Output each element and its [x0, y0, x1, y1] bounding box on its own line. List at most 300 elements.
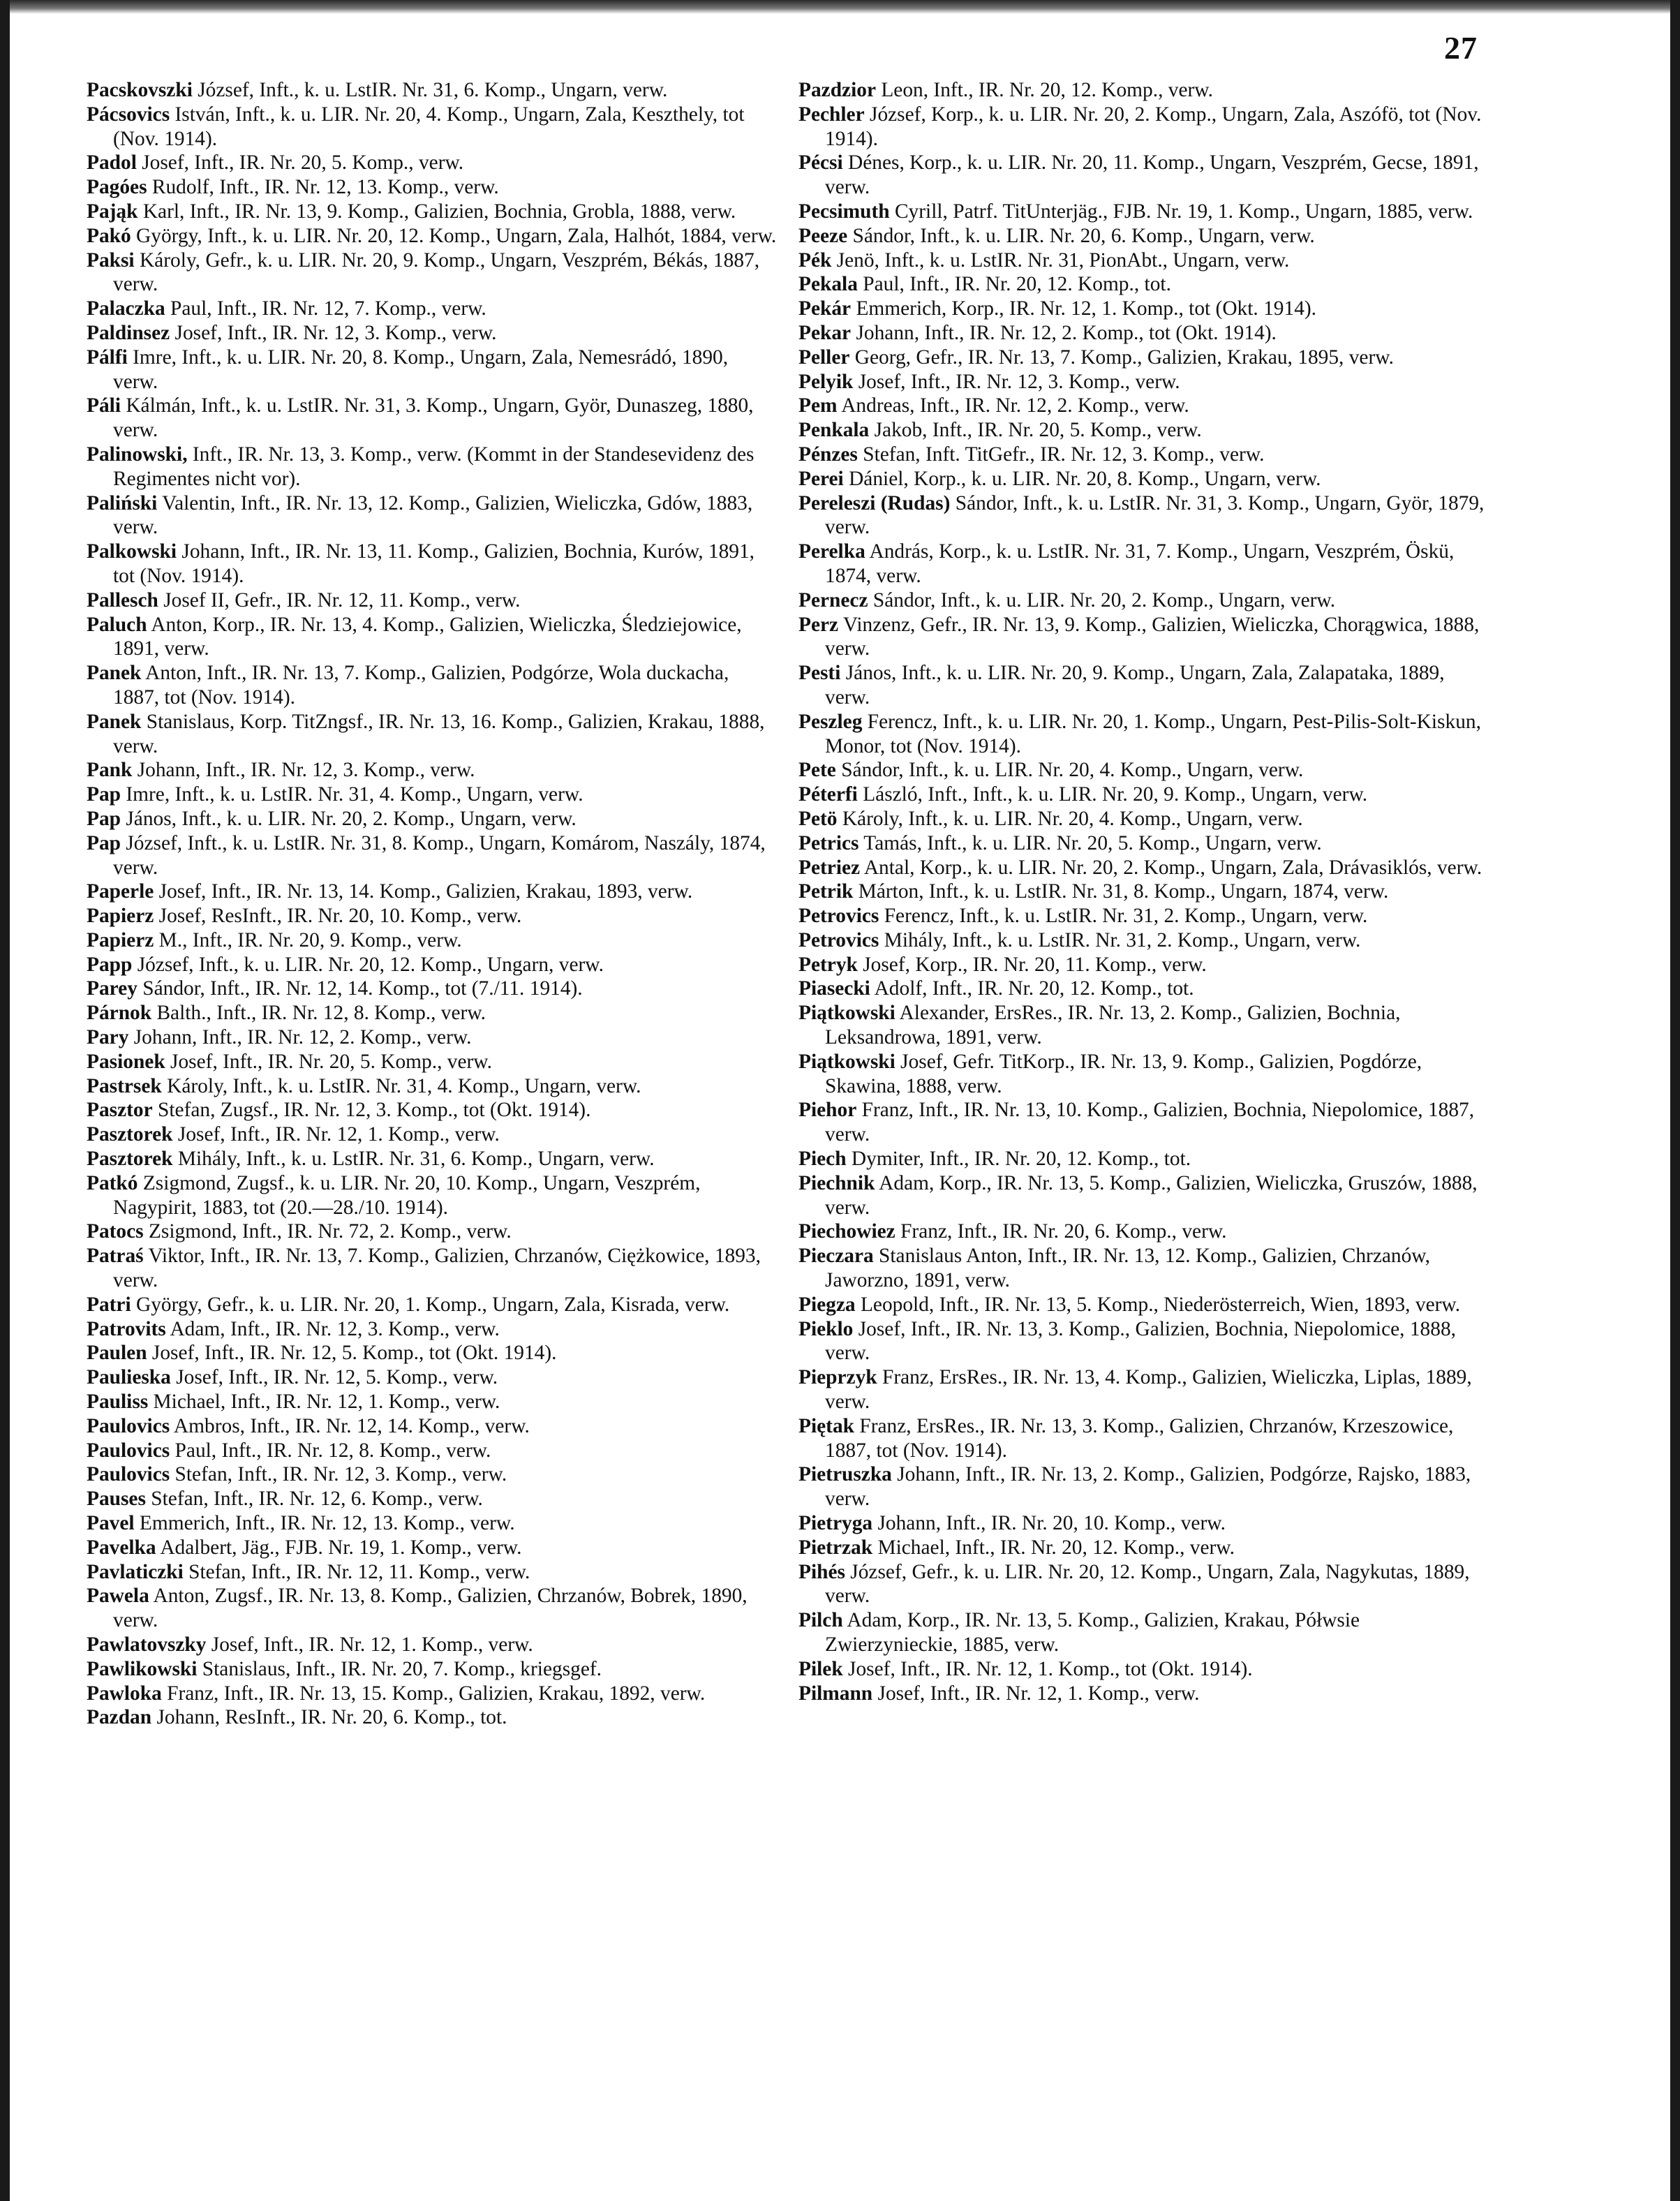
list-item: [87, 78, 778, 103]
list-item: [798, 1608, 1489, 1657]
entry-details: Ferencz, Inft., k. u. LIR. Nr. 20, 1. Komp., Ungarn, Pest-Pilis-Solt-Kiskun, Monor, tot (Nov. 1914).: [825, 710, 1481, 757]
list-item: [798, 151, 1489, 200]
entry-details: Imre, Inft., k. u. LstIR. Nr. 31, 4. Komp., Ungarn, verw.: [121, 783, 583, 806]
entry-surname: Pastrsek: [87, 1074, 162, 1097]
entry-details: Josef II, Gefr., IR. Nr. 12, 11. Komp., verw.: [158, 588, 521, 612]
entry-surname: Petrovics: [798, 928, 879, 951]
entry-details: Anton, Zugsf., IR. Nr. 13, 8. Komp., Galizien, Chrzanów, Bobrek, 1890, verw.: [113, 1585, 748, 1632]
entry-details: Sándor, Inft., IR. Nr. 12, 14. Komp., tot (7./11. 1914).: [137, 977, 583, 1000]
list-item: [798, 224, 1489, 249]
list-item: [798, 831, 1489, 856]
entry-details: Tamás, Inft., k. u. LIR. Nr. 20, 5. Komp., Ungarn, verw.: [858, 831, 1322, 854]
list-item: [87, 1293, 778, 1317]
list-item: [87, 1511, 778, 1536]
entry-details: Johann, Inft., IR. Nr. 20, 10. Komp., verw.: [872, 1512, 1226, 1535]
entry-details: Stefan, Zugsf., IR. Nr. 12, 3. Komp., tot (Okt. 1914).: [152, 1099, 591, 1122]
entry-details: István, Inft., k. u. LIR. Nr. 20, 4. Komp., Ungarn, Zala, Keszthely, tot (Nov. 1914).: [113, 103, 745, 150]
entry-details: Viktor, Inft., IR. Nr. 13, 7. Komp., Galizien, Chrzanów, Ciężkowice, 1893, verw.: [113, 1245, 761, 1292]
list-item: [798, 1365, 1489, 1414]
entry-surname: Pieklo: [798, 1317, 854, 1340]
list-item: [87, 1439, 778, 1463]
entry-surname: Paulovics: [87, 1414, 170, 1437]
entry-surname: Pasztor: [87, 1099, 153, 1122]
entry-surname: Pavelka: [87, 1536, 156, 1559]
entry-details: Sándor, Inft., k. u. LIR. Nr. 20, 4. Komp., Ungarn, verw.: [835, 759, 1304, 782]
entry-surname: Perei: [798, 467, 844, 490]
list-item: [798, 394, 1489, 418]
list-item: [798, 1657, 1489, 1682]
list-item: [87, 758, 778, 783]
entry-details: Stefan, Inft., IR. Nr. 12, 6. Komp., verw.: [145, 1488, 483, 1511]
entry-details: Franz, Inft., IR. Nr. 13, 10. Komp., Galizien, Bochnia, Niepolomice, 1887, verw.: [825, 1099, 1475, 1146]
list-item: [87, 540, 778, 588]
entry-details: Sándor, Inft., k. u. LIR. Nr. 20, 6. Komp., Ungarn, verw.: [847, 224, 1315, 247]
entry-surname: Pazdan: [87, 1706, 152, 1729]
scan-edge-left: [0, 0, 10, 2201]
entry-details: Leon, Inft., IR. Nr. 20, 12. Komp., verw.: [876, 79, 1213, 101]
entry-surname: Pechler: [798, 103, 865, 126]
list-item: [798, 1244, 1489, 1293]
list-item: [87, 1560, 778, 1585]
entry-details: Paul, Inft., IR. Nr. 20, 12. Komp., tot.: [857, 273, 1171, 296]
entry-surname: Piechowiez: [798, 1220, 895, 1243]
entry-details: Inft., IR. Nr. 13, 3. Komp., verw. (Kommt in der Standesevidenz des Regimentes nicht vor).: [113, 443, 754, 490]
entry-surname: Pap: [87, 783, 121, 806]
list-item: [798, 880, 1489, 904]
list-item: [87, 321, 778, 346]
entry-details: György, Inft., k. u. LIR. Nr. 20, 12. Komp., Ungarn, Zala, Halhót, 1884, verw.: [131, 224, 777, 247]
entry-details: Jakob, Inft., IR. Nr. 20, 5. Komp., verw.: [869, 419, 1202, 442]
list-item: [798, 1511, 1489, 1536]
entry-surname: Pecsimuth: [798, 200, 890, 223]
entry-surname: Pálfi: [87, 346, 128, 369]
list-item: [87, 1220, 778, 1244]
entry-surname: Patraś: [87, 1245, 144, 1268]
list-item: [798, 1560, 1489, 1609]
list-item: [87, 1633, 778, 1657]
entry-surname: Pawlatovszky: [87, 1633, 207, 1656]
list-item: [87, 661, 778, 710]
entry-details: Franz, Inft., IR. Nr. 13, 15. Komp., Galizien, Krakau, 1892, verw.: [161, 1682, 706, 1705]
list-item: [87, 1147, 778, 1171]
list-item: [798, 1293, 1489, 1317]
list-item: [798, 1536, 1489, 1560]
entry-details: Ferencz, Inft., k. u. LstIR. Nr. 31, 2. Komp., Ungarn, verw.: [879, 905, 1368, 928]
entry-surname: Pawloka: [87, 1682, 162, 1705]
entry-surname: Pacskovszki: [87, 79, 193, 101]
list-item: [798, 904, 1489, 928]
entry-details: Károly, Inft., k. u. LstIR. Nr. 31, 4. Komp., Ungarn, verw.: [161, 1074, 641, 1097]
list-item: [87, 613, 778, 662]
entry-surname: Pem: [798, 394, 838, 417]
entry-details: Kálmán, Inft., k. u. LstIR. Nr. 31, 3. Komp., Ungarn, Györ, Dunaszeg, 1880, verw.: [113, 394, 754, 442]
entry-details: Károly, Gefr., k. u. LIR. Nr. 20, 9. Komp., Ungarn, Veszprém, Békás, 1887, verw.: [113, 249, 760, 296]
entry-details: László, Inft., Inft., k. u. LIR. Nr. 20, 9. Komp., Ungarn, verw.: [857, 783, 1368, 806]
entry-details: Josef, ResInft., IR. Nr. 20, 10. Komp., verw.: [154, 905, 522, 928]
list-item: [798, 1050, 1489, 1099]
list-item: [798, 953, 1489, 977]
entry-details: András, Korp., k. u. LstIR. Nr. 31, 7. Komp., Ungarn, Veszprém, Öskü, 1874, verw.: [825, 540, 1455, 587]
list-item: [87, 151, 778, 175]
list-item: [87, 443, 778, 491]
list-item: [798, 856, 1489, 880]
list-item: [87, 103, 778, 151]
entry-surname: Pietrzak: [798, 1536, 873, 1559]
entry-surname: Peszleg: [798, 710, 863, 733]
list-item: [798, 1317, 1489, 1366]
entry-surname: Papierz: [87, 928, 154, 951]
list-item: [87, 1001, 778, 1025]
entry-surname: Paksi: [87, 249, 135, 272]
entry-surname: Petö: [798, 807, 838, 830]
entry-surname: Pauses: [87, 1488, 146, 1511]
list-item: [87, 953, 778, 977]
entry-details: Josef, Inft., IR. Nr. 20, 5. Komp., verw.: [136, 151, 464, 175]
entry-surname: Pieczara: [798, 1245, 874, 1268]
list-item: [87, 1171, 778, 1220]
entry-surname: Pietruszka: [798, 1463, 892, 1486]
entry-surname: Pesti: [798, 662, 841, 685]
entry-surname: Paperle: [87, 880, 154, 903]
entry-details: Zsigmond, Zugsf., k. u. LIR. Nr. 20, 10. Komp., Ungarn, Veszprém, Nagypirit, 1883, tot (20.—28./10. 1914).: [113, 1171, 701, 1219]
entry-surname: Petryk: [798, 953, 858, 976]
entry-details: Josef, Inft., IR. Nr. 12, 5. Komp., verw.: [170, 1366, 498, 1389]
list-item: [798, 588, 1489, 613]
entry-surname: Pap: [87, 807, 121, 830]
list-item: [87, 297, 778, 321]
scan-edge-right: [1670, 0, 1680, 2201]
entry-details: Johann, Inft., IR. Nr. 12, 3. Komp., verw.: [132, 759, 475, 782]
entry-surname: Pelyik: [798, 370, 854, 393]
list-item: [798, 661, 1489, 710]
list-item: [798, 200, 1489, 224]
entry-details: Adolf, Inft., IR. Nr. 20, 12. Komp., tot.: [870, 977, 1194, 1000]
entry-details: Josef, Inft., IR. Nr. 12, 1. Komp., tot (Okt. 1914).: [842, 1657, 1253, 1680]
list-item: [798, 977, 1489, 1001]
entry-details: Sándor, Inft., k. u. LIR. Nr. 20, 2. Komp., Ungarn, verw.: [868, 588, 1336, 612]
entry-details: Stefan, Inft., IR. Nr. 12, 11. Komp., verw.: [183, 1560, 530, 1583]
list-item: [87, 346, 778, 394]
entry-surname: Perelka: [798, 540, 865, 563]
entry-details: Leopold, Inft., IR. Nr. 13, 5. Komp., Niederösterreich, Wien, 1893, verw.: [855, 1293, 1461, 1316]
list-item: [87, 394, 778, 443]
entry-surname: Pilmann: [798, 1682, 873, 1705]
list-item: [87, 491, 778, 540]
entry-details: Stanislaus, Inft., IR. Nr. 20, 7. Komp., kriegsgef.: [197, 1657, 602, 1680]
entry-details: Adam, Inft., IR. Nr. 12, 3. Komp., verw.: [165, 1317, 500, 1340]
entry-details: Karl, Inft., IR. Nr. 13, 9. Komp., Galizien, Bochnia, Grobla, 1888, verw.: [137, 200, 736, 223]
entry-details: János, Inft., k. u. LIR. Nr. 20, 9. Komp., Ungarn, Zala, Zalapataka, 1889, verw.: [825, 662, 1445, 709]
entry-surname: Patkó: [87, 1171, 138, 1194]
entry-surname: Petriez: [798, 856, 861, 879]
entry-details: Andreas, Inft., IR. Nr. 12, 2. Komp., verw.: [837, 394, 1189, 417]
entry-surname: Paulovics: [87, 1463, 170, 1486]
entry-details: Imre, Inft., k. u. LIR. Nr. 20, 8. Komp., Ungarn, Zala, Nemesrádó, 1890, verw.: [113, 346, 729, 393]
entry-details: Anton, Korp., IR. Nr. 13, 4. Komp., Galizien, Wieliczka, Śledziejowice, 1891, verw.: [113, 613, 742, 660]
list-item: [798, 103, 1489, 151]
entry-details: Cyrill, Patrf. TitUnterjäg., FJB. Nr. 19, 1. Komp., Ungarn, 1885, verw.: [889, 200, 1473, 223]
entry-details: Johann, Inft., IR. Nr. 12, 2. Komp., verw.: [128, 1026, 472, 1049]
entry-details: Josef, Inft., IR. Nr. 20, 5. Komp., verw.: [165, 1050, 492, 1073]
entry-details: Josef, Inft., IR. Nr. 12, 1. Komp., verw.: [206, 1633, 533, 1656]
entry-surname: Petrics: [798, 831, 859, 854]
entry-details: Johann, Inft., IR. Nr. 13, 2. Komp., Galizien, Podgórze, Rajsko, 1883, verw.: [825, 1463, 1471, 1511]
list-item: [798, 928, 1489, 953]
entry-details: Stefan, Inft., IR. Nr. 12, 3. Komp., verw.: [170, 1463, 507, 1486]
entry-surname: Paulen: [87, 1342, 147, 1365]
list-item: [87, 588, 778, 613]
list-item: [87, 1098, 778, 1122]
entry-surname: Pająk: [87, 200, 138, 223]
list-item: [798, 272, 1489, 297]
list-item: [87, 1536, 778, 1560]
list-item: [87, 831, 778, 880]
entry-details: Mihály, Inft., k. u. LstIR. Nr. 31, 2. Komp., Ungarn, verw.: [879, 928, 1361, 951]
list-item: [798, 443, 1489, 467]
entry-details: Stanislaus, Korp. TitZngsf., IR. Nr. 13, 16. Komp., Galizien, Krakau, 1888, verw.: [113, 710, 765, 757]
entry-surname: Pénzes: [798, 443, 858, 466]
entry-details: Balth., Inft., IR. Nr. 12, 8. Komp., verw.: [151, 1002, 486, 1025]
entry-details: Adam, Korp., IR. Nr. 13, 5. Komp., Galizien, Wieliczka, Gruszów, 1888, verw.: [825, 1171, 1478, 1219]
list-item: [87, 1414, 778, 1439]
entry-details: Valentin, Inft., IR. Nr. 13, 12. Komp., Galizien, Wieliczka, Gdów, 1883, verw.: [113, 491, 753, 539]
entry-surname: Panek: [87, 662, 142, 685]
entry-details: Johann, Inft., IR. Nr. 12, 2. Komp., tot (Okt. 1914).: [851, 321, 1277, 344]
entry-details: Mihály, Inft., k. u. LstIR. Nr. 31, 6. Komp., Ungarn, verw.: [172, 1148, 655, 1171]
entry-surname: Pawlikowski: [87, 1657, 198, 1680]
entry-surname: Pank: [87, 759, 133, 782]
list-item: [87, 1584, 778, 1633]
entry-details: Emmerich, Inft., IR. Nr. 12, 13. Komp., verw.: [134, 1512, 515, 1535]
list-item: [87, 249, 778, 297]
list-item: [87, 783, 778, 807]
entry-surname: Pasionek: [87, 1050, 165, 1073]
list-item: [798, 1171, 1489, 1220]
entry-surname: Piegza: [798, 1293, 856, 1316]
entry-surname: Panek: [87, 710, 142, 733]
list-item: [87, 1025, 778, 1050]
entry-surname: Patri: [87, 1293, 131, 1316]
entry-details: Paul, Inft., IR. Nr. 12, 7. Komp., verw.: [165, 297, 486, 320]
entry-surname: Pécsi: [798, 151, 843, 175]
list-item: [87, 1705, 778, 1730]
list-item: [87, 1657, 778, 1682]
entry-surname: Piech: [798, 1148, 847, 1171]
list-item: [798, 1682, 1489, 1706]
entry-details: Adam, Korp., IR. Nr. 13, 5. Komp., Galizien, Krakau, Półwsie Zwierzynieckie, 1885, verw.: [825, 1609, 1360, 1656]
right-column: [798, 78, 1489, 1705]
entry-surname: Paluch: [87, 613, 147, 636]
entry-details: József, Gefr., k. u. LIR. Nr. 20, 12. Komp., Ungarn, Zala, Nagykutas, 1889, verw.: [825, 1560, 1470, 1608]
left-column: [87, 78, 778, 1730]
entry-surname: Paldinsez: [87, 321, 170, 344]
entry-details: György, Gefr., k. u. LIR. Nr. 20, 1. Komp., Ungarn, Zala, Kisrada, verw.: [131, 1293, 730, 1316]
entry-details: Károly, Inft., k. u. LIR. Nr. 20, 4. Komp., Ungarn, verw.: [837, 807, 1303, 830]
entry-surname: Patocs: [87, 1220, 144, 1243]
entry-surname: Pekala: [798, 273, 858, 296]
entry-surname: Pap: [87, 831, 121, 854]
list-item: [87, 1682, 778, 1706]
list-item: [87, 1365, 778, 1390]
list-item: [87, 977, 778, 1001]
page-number: 27: [1444, 30, 1478, 66]
entry-details: József, Korp., k. u. LIR. Nr. 20, 2. Komp., Ungarn, Zala, Aszófö, tot (Nov. 1914).: [825, 103, 1482, 150]
entry-details: Franz, Inft., IR. Nr. 20, 6. Komp., verw.: [895, 1220, 1227, 1243]
entry-surname: Palaczka: [87, 297, 165, 320]
list-item: [798, 467, 1489, 491]
entry-details: Vinzenz, Gefr., IR. Nr. 13, 9. Komp., Galizien, Wieliczka, Chorągwica, 1888, verw.: [825, 613, 1480, 660]
list-item: [87, 1487, 778, 1511]
entry-surname: Pagóes: [87, 176, 147, 199]
entry-surname: Pekar: [798, 321, 852, 344]
entry-surname: Piątkowski: [798, 1050, 895, 1073]
entry-details: Stefan, Inft. TitGefr., IR. Nr. 12, 3. Komp., verw.: [857, 443, 1265, 466]
entry-surname: Páli: [87, 394, 121, 417]
entry-surname: Paulovics: [87, 1439, 170, 1462]
list-item: [87, 1462, 778, 1487]
entry-details: Josef, Inft., IR. Nr. 12, 1. Komp., verw.: [872, 1682, 1200, 1705]
entry-surname: Peeze: [798, 224, 848, 247]
entry-surname: Padol: [87, 151, 137, 175]
entry-surname: Peller: [798, 346, 850, 369]
entry-details: Michael, Inft., IR. Nr. 12, 1. Komp., verw.: [148, 1391, 500, 1414]
entry-surname: Pary: [87, 1026, 129, 1049]
entry-details: Dénes, Korp., k. u. LIR. Nr. 20, 11. Komp., Ungarn, Veszprém, Gecse, 1891, verw.: [825, 151, 1479, 199]
entry-details: Anton, Inft., IR. Nr. 13, 7. Komp., Galizien, Podgórze, Wola duckacha, 1887, tot (Nov. 1914).: [113, 662, 729, 709]
entry-details: Franz, ErsRes., IR. Nr. 13, 4. Komp., Galizien, Wieliczka, Liplas, 1889, verw.: [825, 1366, 1472, 1414]
list-item: [798, 710, 1489, 759]
list-item: [798, 1220, 1489, 1244]
list-item: [87, 880, 778, 904]
entry-surname: Pilek: [798, 1657, 843, 1680]
entry-details: Josef, Inft., IR. Nr. 13, 3. Komp., Galizien, Bochnia, Niepolomice, 1888, verw.: [825, 1317, 1456, 1365]
entry-surname: Petrik: [798, 880, 854, 903]
entry-details: Michael, Inft., IR. Nr. 20, 12. Komp., verw.: [872, 1536, 1235, 1559]
list-item: [798, 1147, 1489, 1171]
entry-details: Sándor, Inft., k. u. LstIR. Nr. 31, 3. Komp., Ungarn, Györ, 1879, verw.: [825, 491, 1485, 539]
entry-details: János, Inft., k. u. LIR. Nr. 20, 2. Komp., Ungarn, verw.: [121, 807, 577, 830]
list-item: [798, 491, 1489, 540]
list-item: [798, 370, 1489, 394]
list-item: [87, 1317, 778, 1342]
entry-surname: Papierz: [87, 905, 154, 928]
list-item: [798, 346, 1489, 370]
list-item: [87, 1244, 778, 1293]
entry-details: Zsigmond, Inft., IR. Nr. 72, 2. Komp., verw.: [143, 1220, 512, 1243]
entry-surname: Paliński: [87, 491, 158, 514]
entry-surname: Patrovits: [87, 1317, 166, 1340]
entry-surname: Pietryga: [798, 1512, 873, 1535]
list-item: [798, 1462, 1489, 1511]
list-item: [87, 200, 778, 224]
entry-details: M., Inft., IR. Nr. 20, 9. Komp., verw.: [154, 928, 462, 951]
entry-details: Georg, Gefr., IR. Nr. 13, 7. Komp., Galizien, Krakau, 1895, verw.: [849, 346, 1394, 369]
entry-surname: Péterfi: [798, 783, 858, 806]
entry-surname: Palkowski: [87, 540, 177, 563]
entry-surname: Paulieska: [87, 1366, 171, 1389]
entry-details: Josef, Inft., IR. Nr. 12, 3. Komp., verw.: [170, 321, 497, 344]
entry-details: Antal, Korp., k. u. LIR. Nr. 20, 2. Komp., Ungarn, Zala, Drávasiklós, verw.: [860, 856, 1482, 879]
list-item: [798, 418, 1489, 443]
entry-surname: Parey: [87, 977, 137, 1000]
list-item: [87, 224, 778, 249]
list-item: [87, 175, 778, 200]
list-item: [87, 710, 778, 759]
entry-details: Josef, Gefr. TitKorp., IR. Nr. 13, 9. Komp., Galizien, Pogdórze, Skawina, 1888, verw.: [825, 1050, 1422, 1097]
list-item: [87, 928, 778, 953]
list-item: [798, 758, 1489, 783]
entry-details: Rudolf, Inft., IR. Nr. 12, 13. Komp., verw.: [147, 176, 499, 199]
list-item: [87, 1341, 778, 1365]
entry-details: Dymiter, Inft., IR. Nr. 20, 12. Komp., tot.: [846, 1148, 1191, 1171]
list-item: [798, 297, 1489, 321]
entry-details: Josef, Inft., IR. Nr. 12, 3. Komp., verw.: [853, 370, 1180, 393]
entry-surname: Piasecki: [798, 977, 870, 1000]
entry-details: Johann, Inft., IR. Nr. 13, 11. Komp., Galizien, Bochnia, Kurów, 1891, tot (Nov. 1914).: [113, 540, 755, 587]
entry-surname: Pauliss: [87, 1391, 149, 1414]
list-item: [798, 321, 1489, 346]
entry-details: Dániel, Korp., k. u. LIR. Nr. 20, 8. Komp., Ungarn, verw.: [843, 467, 1321, 490]
entry-surname: Pasztorek: [87, 1148, 173, 1171]
entry-surname: Piehor: [798, 1099, 857, 1122]
entry-surname: Papp: [87, 953, 133, 976]
entry-details: Jenö, Inft., k. u. LstIR. Nr. 31, PionAbt., Ungarn, verw.: [831, 249, 1290, 272]
entry-details: Josef, Inft., IR. Nr. 12, 1. Komp., verw.: [172, 1123, 500, 1146]
entry-details: Paul, Inft., IR. Nr. 12, 8. Komp., verw.: [170, 1439, 491, 1462]
list-item: [798, 783, 1489, 807]
entry-details: Emmerich, Korp., IR. Nr. 12, 1. Komp., tot (Okt. 1914).: [851, 297, 1317, 320]
entry-surname: Piętak: [798, 1414, 854, 1437]
list-item: [798, 1414, 1489, 1463]
list-item: [798, 807, 1489, 831]
list-item: [87, 1050, 778, 1074]
entry-surname: Pácsovics: [87, 103, 170, 126]
entry-details: Adalbert, Jäg., FJB. Nr. 19, 1. Komp., verw.: [156, 1536, 522, 1559]
entry-details: Franz, ErsRes., IR. Nr. 13, 3. Komp., Galizien, Chrzanów, Krzeszowice, 1887, tot (Nov. 1914).: [825, 1414, 1454, 1462]
entry-surname: Pavel: [87, 1512, 135, 1535]
list-item: [798, 1001, 1489, 1050]
entry-surname: Pihés: [798, 1560, 845, 1583]
entry-details: József, Inft., k. u. LstIR. Nr. 31, 8. Komp., Ungarn, Komárom, Naszály, 1874, verw.: [113, 831, 766, 879]
entry-details: Alexander, ErsRes., IR. Nr. 13, 2. Komp., Galizien, Bochnia, Leksandrowa, 1891, verw.: [825, 1002, 1401, 1049]
entry-surname: Pekár: [798, 297, 852, 320]
entry-surname: Pereleszi (Rudas): [798, 491, 951, 514]
scan-edge-top: [0, 0, 1680, 14]
list-item: [87, 807, 778, 831]
entry-surname: Pieprzyk: [798, 1366, 877, 1389]
list-item: [87, 1074, 778, 1099]
entry-surname: Pete: [798, 759, 836, 782]
entry-details: Josef, Inft., IR. Nr. 13, 14. Komp., Galizien, Krakau, 1893, verw.: [154, 880, 693, 903]
entry-details: Márton, Inft., k. u. LstIR. Nr. 31, 8. Komp., Ungarn, 1874, verw.: [853, 880, 1389, 903]
entry-surname: Pilch: [798, 1609, 843, 1632]
entry-surname: Pallesch: [87, 588, 158, 612]
list-item: [87, 1390, 778, 1414]
entry-surname: Pakó: [87, 224, 131, 247]
entry-surname: Piechnik: [798, 1171, 875, 1194]
entry-details: József, Inft., k. u. LstIR. Nr. 31, 6. Komp., Ungarn, verw.: [192, 79, 668, 101]
entry-surname: Palinowski,: [87, 443, 188, 466]
entry-details: Josef, Korp., IR. Nr. 20, 11. Komp., verw.: [857, 953, 1207, 976]
list-item: [798, 78, 1489, 103]
list-item: [798, 249, 1489, 273]
entry-surname: Párnok: [87, 1002, 152, 1025]
entry-details: Ambros, Inft., IR. Nr. 12, 14. Komp., verw.: [170, 1414, 530, 1437]
entry-surname: Pék: [798, 249, 832, 272]
entry-surname: Perz: [798, 613, 839, 636]
entry-surname: Pazdzior: [798, 79, 876, 101]
entry-surname: Petrovics: [798, 905, 879, 928]
